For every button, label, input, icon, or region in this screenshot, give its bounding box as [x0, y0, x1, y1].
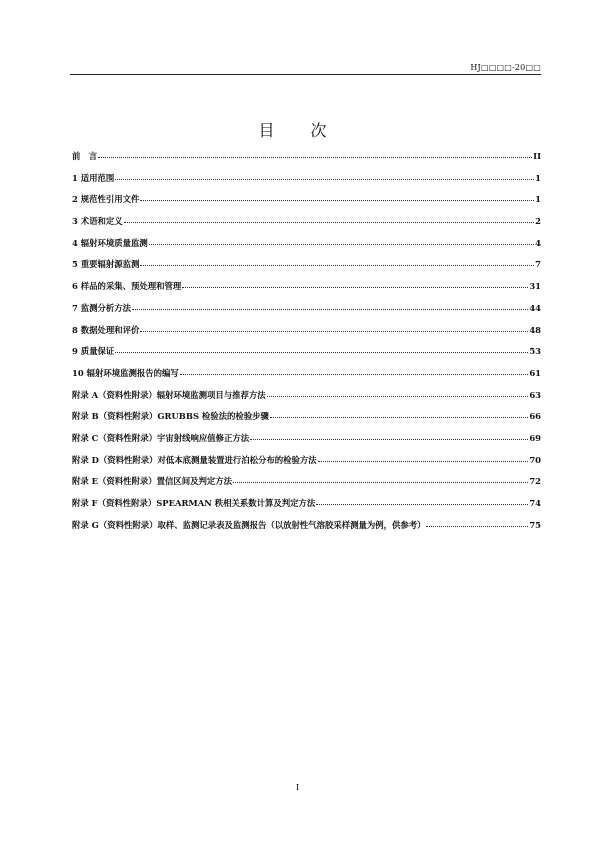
- dot-leader: [140, 200, 534, 201]
- toc-entry-label: 2 规范性引用文件: [72, 194, 140, 205]
- toc-entry[interactable]: [72, 345, 541, 367]
- toc-entry-page: 72: [529, 476, 541, 487]
- toc-entry-page: 70: [529, 454, 541, 465]
- toc-entry-label: 7 监测分析方法: [72, 302, 131, 313]
- dot-leader: [149, 244, 534, 245]
- toc-entry-label: 附录 C（资料性附录）宇宙射线响应值修正方法: [72, 432, 250, 443]
- toc-entry-page: 4: [535, 237, 541, 248]
- toc-entry-label: 附录 F（资料性附录）SPEARMAN 秩相关系数计算及判定方法: [72, 498, 316, 508]
- dot-leader: [233, 482, 528, 483]
- toc-entry-page: 1: [535, 194, 541, 205]
- toc-entry[interactable]: [72, 258, 541, 280]
- toc-entry-page: 44: [529, 302, 541, 313]
- toc-entry-page: 69: [529, 432, 541, 443]
- toc-entry[interactable]: [72, 497, 541, 519]
- toc-entry-label: 前 言: [72, 151, 98, 161]
- toc-entry-page: 48: [529, 324, 541, 335]
- toc-entry[interactable]: [72, 150, 541, 172]
- dot-leader: [318, 461, 529, 462]
- toc-entry-label: 9 质量保证: [72, 346, 115, 357]
- dot-leader: [132, 309, 528, 310]
- toc-entry[interactable]: [72, 389, 541, 411]
- toc-entry[interactable]: [72, 454, 541, 476]
- toc-entry-label: 附录 D（资料性附录）对低本底测量装置进行泊松分布的检验方法: [72, 454, 317, 465]
- toc-entry-page: II: [533, 151, 541, 161]
- toc-entry-page: 75: [529, 519, 541, 530]
- dot-leader: [267, 396, 529, 397]
- dot-leader: [180, 374, 529, 375]
- dot-leader: [250, 439, 528, 440]
- toc-entry-label: 5 重要辐射源监测: [72, 259, 140, 270]
- dot-leader: [98, 157, 532, 158]
- dot-leader: [426, 526, 528, 527]
- toc-entry[interactable]: [72, 367, 541, 389]
- toc-entry-label: 10 辐射环境监测报告的编写: [72, 367, 179, 378]
- toc-entry-page: 61: [529, 367, 541, 378]
- toc-entry-page: 66: [529, 411, 541, 422]
- dot-leader: [140, 265, 534, 266]
- toc-entry-page: 2: [535, 216, 541, 227]
- toc-entry-label: 4 辐射环境质量监测: [72, 237, 148, 248]
- toc-entry[interactable]: [72, 302, 541, 324]
- toc-entry-label: 附录 G（资料性附录）取样、监测记录表及监测报告（以放射性气溶胶采样测量为例，供参考）: [72, 519, 426, 530]
- toc-entry[interactable]: [72, 475, 541, 497]
- toc-entry[interactable]: [72, 172, 541, 194]
- toc-entry-page: 53: [529, 346, 541, 357]
- toc-entry[interactable]: [72, 215, 541, 237]
- table-of-contents: [72, 150, 541, 540]
- dot-leader: [115, 352, 528, 353]
- toc-entry[interactable]: [72, 280, 541, 302]
- toc-entry[interactable]: [72, 237, 541, 259]
- dot-leader: [270, 417, 528, 418]
- toc-entry[interactable]: [72, 410, 541, 432]
- toc-entry[interactable]: [72, 324, 541, 346]
- page-title: 目 次: [258, 121, 337, 140]
- toc-entry-label: 附录 B（资料性附录）GRUBBS 检验法的检验步骤: [72, 411, 269, 422]
- document-code: HJ□□□□-20□□: [470, 63, 541, 72]
- toc-entry-page: 1: [535, 172, 541, 183]
- toc-entry-page: 63: [529, 389, 541, 400]
- toc-entry[interactable]: [72, 193, 541, 215]
- toc-entry-label: 3 术语和定义: [72, 216, 123, 227]
- toc-entry-label: 1 适用范围: [72, 172, 115, 183]
- toc-entry-page: 7: [535, 259, 541, 270]
- toc-entry-label: 附录 A（资料性附录）辐射环境监测项目与推荐方法: [72, 389, 266, 400]
- toc-entry-page: 74: [529, 498, 541, 508]
- toc-entry-label: 8 数据处理和评价: [72, 324, 140, 335]
- toc-entry-label: 附录 E（资料性附录）置信区间及判定方法: [72, 476, 233, 487]
- toc-entry[interactable]: [72, 432, 541, 454]
- dot-leader: [316, 504, 528, 505]
- toc-entry-page: 31: [529, 281, 541, 292]
- dot-leader: [182, 287, 528, 288]
- page-number: I: [295, 783, 300, 793]
- dot-leader: [124, 222, 535, 223]
- toc-entry[interactable]: [72, 519, 541, 541]
- header-divider: [70, 74, 541, 75]
- dot-leader: [115, 179, 534, 180]
- dot-leader: [140, 331, 528, 332]
- toc-entry-label: 6 样品的采集、预处理和管理: [72, 281, 182, 292]
